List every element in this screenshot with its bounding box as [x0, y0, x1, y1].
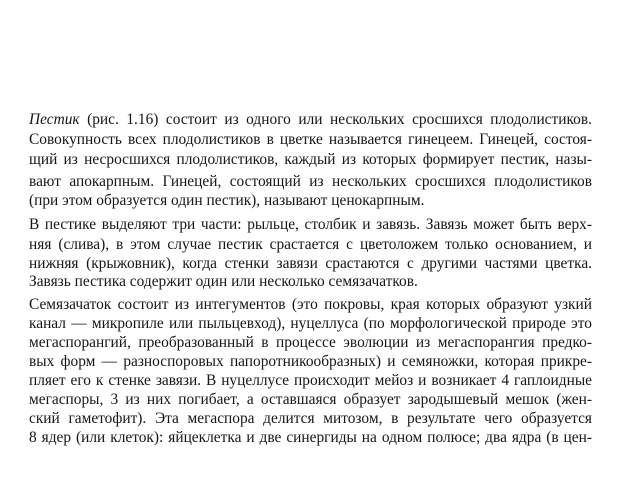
text-line: мегаспорангий, преобразованный в процессе эволюции из мегаспорангия предко- — [29, 334, 592, 351]
text-line: щий из несросшихся плодолистиков, каждый из которых формирует пестик, назы- — [29, 151, 592, 168]
text-line: 8 ядер (или клеток): яйцеклетка и две синергиды на одном полюсе; два ядра (в цен- — [29, 429, 592, 446]
text-line: вают апокарпным. Гинецей, состоящий из нескольких сросшихся плодолистиков — [29, 173, 592, 190]
text-line — [29, 110, 592, 129]
text-line: (при этом образуется один пестик), называют ценокарпным. — [29, 192, 425, 209]
term-pestik: Пестик — [29, 111, 80, 128]
text-line: Завязь пестика содержит один или несколько семязачатков. — [29, 273, 418, 290]
text-line: пляет его к стенке завязи. В нуцеллусе происходит мейоз и возникает 4 гаплоидные — [29, 372, 592, 389]
text-line: Семязачаток состоит из интегументов (это покровы, края которых образуют узкий — [29, 296, 592, 313]
text-line: В пестике выделяют три части: рыльце, столбик и завязь. Завязь может быть верх- — [29, 216, 592, 233]
text-line: Совокупность всех плодолистиков в цветке называется гинецеем. Гинецей, состоя- — [29, 131, 592, 148]
text-line: канал — микропиле или пыльцевход), нуцеллуса (по морфологической природе это — [29, 315, 592, 332]
text-line-content: (рис. 1.16) состоит из одного или нескольких сросшихся плодолистиков. — [79, 111, 592, 128]
text-line: нижняя (крыжовник), когда стенки завязи срастаются с другими частями цветка. — [29, 255, 592, 272]
text-line: вых форм — разноспоровых папоротникообразных) и семяножки, которая прикре- — [29, 353, 592, 370]
text-line: няя (слива), в этом случае пестик срастается с цветоложем только основанием, и — [29, 236, 592, 253]
text-line: ский гаметофит). Эта мегаспора делится митозом, в результате чего образуется — [29, 410, 592, 427]
text-line: мегаспоры, 3 из них погибает, а оставшаяся образует зародышевый мешок (жен- — [29, 391, 592, 408]
